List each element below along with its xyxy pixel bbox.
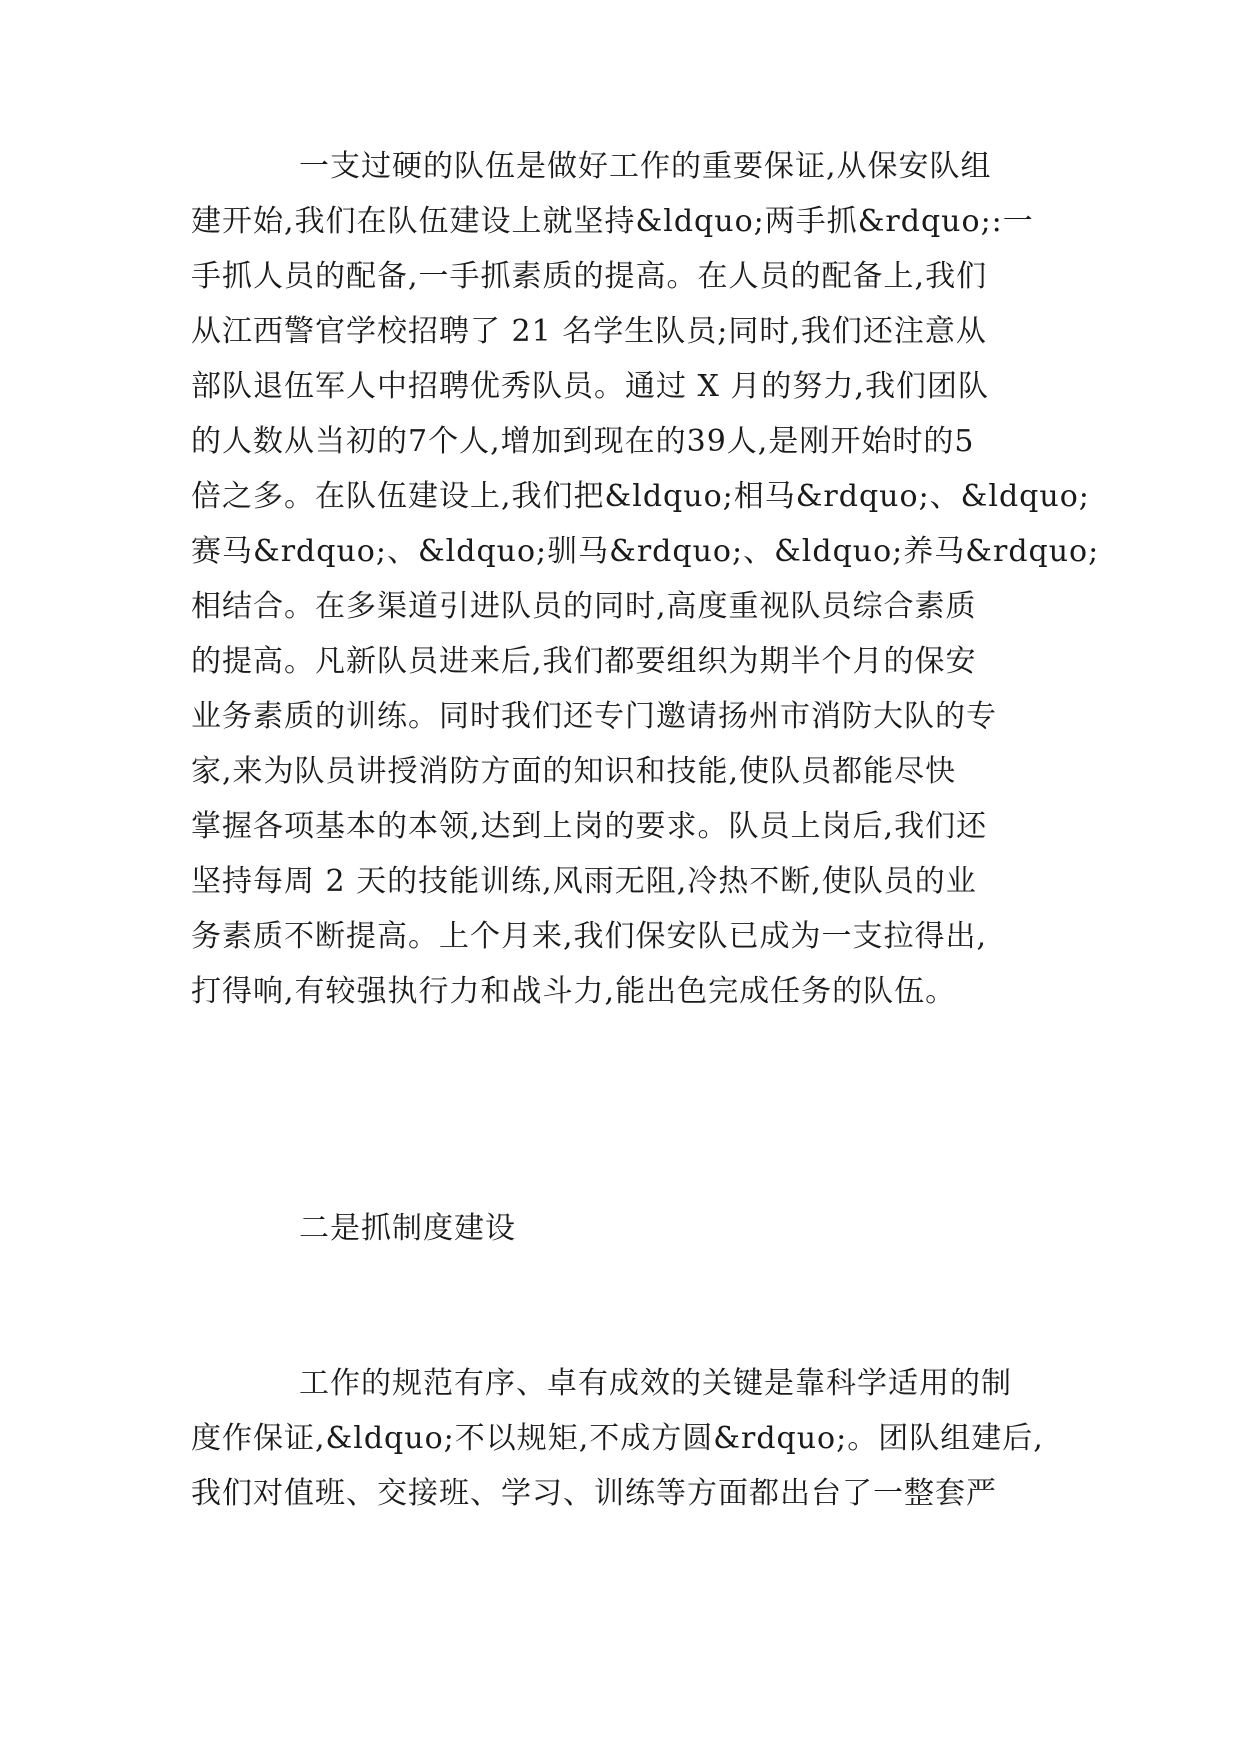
paragraph-1-line-4: 从江西警官学校招聘了 21 名学生队员;同时,我们还注意从: [191, 314, 987, 349]
paragraph-1-line-3: 手抓人员的配备,一手抓素质的提高。在人员的配备上,我们: [191, 259, 988, 294]
paragraph-1-line-10: 的提高。凡新队员进来后,我们都要组织为期半个月的保安: [191, 644, 977, 679]
paragraph-1-line-9: 相结合。在多渠道引进队员的同时,高度重视队员综合素质: [191, 589, 977, 624]
paragraph-1-line-1: 一支过硬的队伍是做好工作的重要保证,从保安队组: [299, 149, 992, 184]
paragraph-1-line-16: 打得响,有较强执行力和战斗力,能出色完成任务的队伍。: [191, 974, 957, 1009]
paragraph-2-line-2: 度作保证,&ldquo;不以规矩,不成方圆&rdquo;。团队组建后,: [191, 1421, 1044, 1456]
paragraph-1-line-8: 赛马&rdquo;、&ldquo;驯马&rdquo;、&ldquo;养马&rdquo;: [191, 534, 1100, 569]
paragraph-1-line-15: 务素质不断提高。上个月来,我们保安队已成为一支拉得出,: [191, 919, 988, 954]
paragraph-1-line-5: 部队退伍军人中招聘优秀队员。通过 X 月的努力,我们团队: [191, 369, 989, 404]
paragraph-2-line-1: 工作的规范有序、卓有成效的关键是靠科学适用的制: [299, 1366, 1012, 1401]
section-heading: 二是抓制度建设: [299, 1211, 516, 1246]
paragraph-1-line-13: 掌握各项基本的本领,达到上岗的要求。队员上岗后,我们还: [191, 809, 988, 844]
paragraph-1-line-11: 业务素质的训练。同时我们还专门邀请扬州市消防大队的专: [191, 699, 997, 734]
paragraph-1-line-12: 家,来为队员讲授消防方面的知识和技能,使队员都能尽快: [191, 754, 957, 789]
paragraph-1-line-6: 的人数从当初的7个人,增加到现在的39人,是刚开始时的5: [191, 424, 975, 459]
paragraph-2-line-3: 我们对值班、交接班、学习、训练等方面都出台了一整套严: [191, 1476, 997, 1511]
paragraph-1-line-14: 坚持每周 2 天的技能训练,风雨无阻,冷热不断,使队员的业: [191, 864, 977, 899]
paragraph-1-line-7: 倍之多。在队伍建设上,我们把&ldquo;相马&rdquo;、&ldquo;: [191, 479, 1090, 514]
paragraph-1-line-2: 建开始,我们在队伍建设上就坚持&ldquo;两手抓&rdquo;:一: [191, 204, 1034, 239]
